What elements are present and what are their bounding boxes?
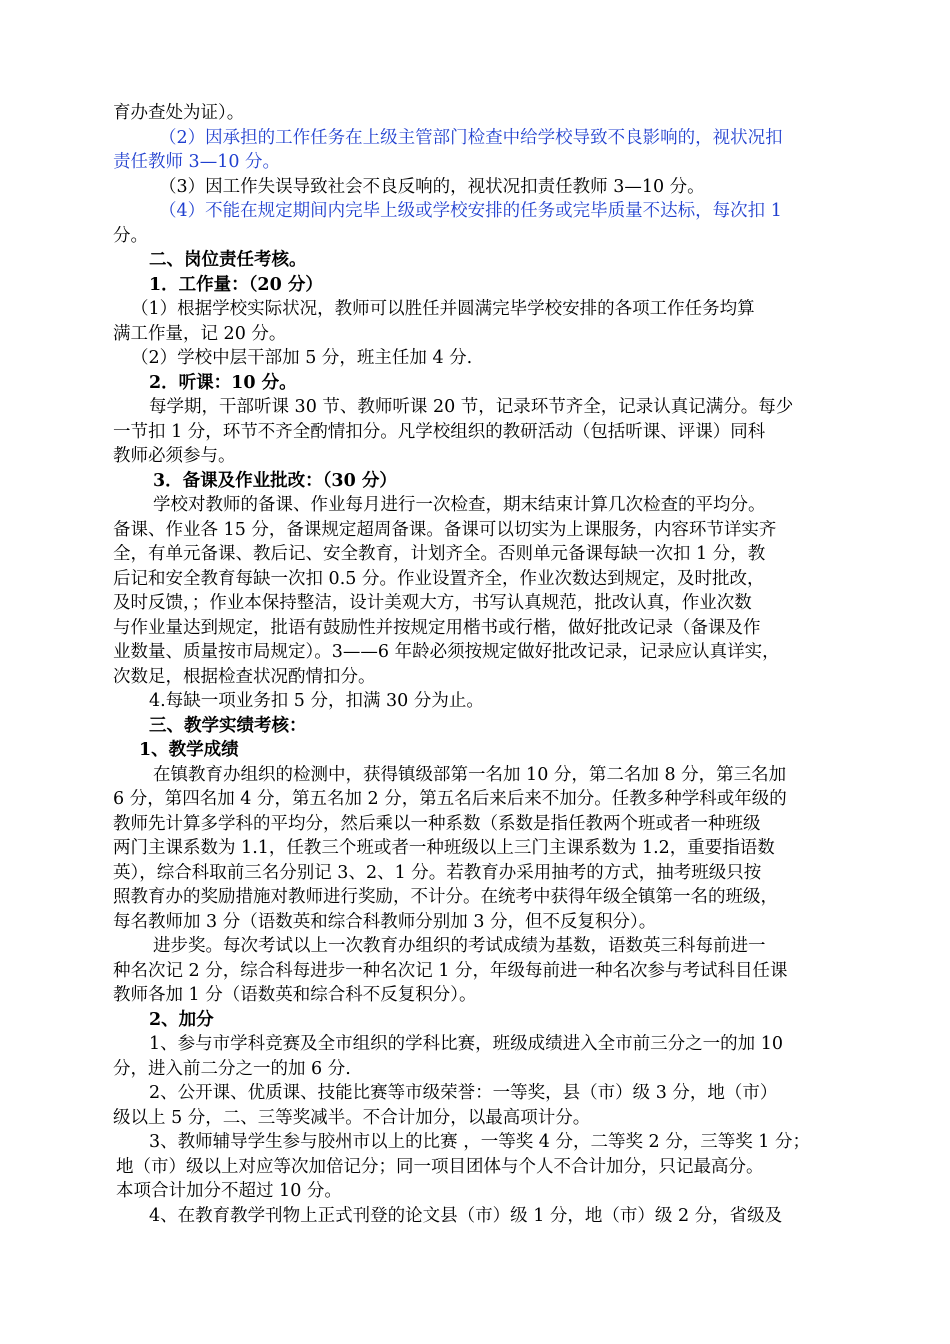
paragraph-line: 地（市）级以上对应等次加倍记分；同一项目团体与个人不合计加分，只记最高分。 <box>116 1156 764 1177</box>
paragraph-line: 4.每缺一项业务扣 5 分，扣满 30 分为止。 <box>149 691 484 711</box>
paragraph-line: 分。 <box>113 225 148 246</box>
paragraph-line: 本项合计加分不超过 10 分。 <box>116 1181 342 1201</box>
paragraph-line: 2、公开课、优质课、技能比赛等市级荣誉：一等奖，县（市）级 3 分，地（市） <box>149 1083 778 1103</box>
paragraph-line: （3）因工作失误导致社会不良反响的，视状况扣责任教师 3—10 分。 <box>159 176 705 197</box>
paragraph-line: 后记和安全教育每缺一次扣 0.5 分。作业设置齐全，作业次数达到规定，及时批改， <box>113 568 765 589</box>
paragraph-line: 1、参与市学科竞赛及全市组织的学科比赛，班级成绩进入全市前三分之一的加 10 <box>149 1034 783 1054</box>
paragraph-line: 责任教师 3—10 分。 <box>113 152 281 172</box>
paragraph-line: （4）不能在规定期间内完毕上级或学校安排的任务或完毕质量不达标，每次扣 1 <box>159 201 782 221</box>
paragraph-line: （1）根据学校实际状况，教师可以胜任并圆满完毕学校安排的各项工作任务均算 <box>131 299 755 319</box>
paragraph-line: 进步奖。每次考试以上一次教育办组织的考试成绩为基数，语数英三科每前进一 <box>153 936 766 956</box>
paragraph-line: 6 分，第四名加 4 分，第五名加 2 分，第五名后来后来不加分。任教多种学科或年级的 <box>113 789 787 809</box>
paragraph-line: 种名次记 2 分，综合科每进步一种名次记 1 分，年级每前进一种名次参与考试科目任课 <box>113 960 788 981</box>
paragraph-line: 英），综合科取前三名分别记 3、2、1 分。若教育办采用抽考的方式，抽考班级只按 <box>113 862 762 883</box>
section-heading: 2．听课：10 分。 <box>149 372 297 393</box>
section-heading: 3．备课及作业批改：（30 分） <box>153 470 397 491</box>
paragraph-line: 及时反馈，；作业本保持整洁，设计美观大方，书写认真规范，批改认真，作业次数 <box>113 593 752 613</box>
paragraph-line: 在镇教育办组织的检测中，获得镇级部第一名加 10 分，第二名加 8 分，第三名加 <box>153 764 787 785</box>
paragraph-line: 每学期，干部听课 30 节、教师听课 20 节，记录环节齐全，记录认真记满分。每少 <box>149 397 794 417</box>
paragraph-line: 业数量、质量按市局规定）。3——6 年龄必须按规定做好批改记录，记录应认真详实， <box>113 642 780 662</box>
paragraph-line: 次数足，根据检查状况酌情扣分。 <box>113 666 376 687</box>
section-heading: 2、加分 <box>149 1009 214 1030</box>
section-heading: 1．工作量：（20 分） <box>149 274 323 295</box>
paragraph-line: 两门主课系数为 1.1，任教三个班或者一种班级以上三门主课系数为 1.2，重要指语数 <box>113 838 775 858</box>
paragraph-line: 照教育办的奖励措施对教师进行奖励，不计分。在统考中获得年级全镇第一名的班级， <box>113 887 778 907</box>
paragraph-line: 4、在教育教学刊物上正式刊登的论文县（市）级 1 分，地（市）级 2 分，省级及 <box>149 1205 783 1226</box>
section-heading: 三、教学实绩考核： <box>149 715 307 736</box>
paragraph-line: 分，进入前二分之一的加 6 分. <box>113 1058 351 1079</box>
paragraph-line: 学校对教师的备课、作业每月进行一次检查，期末结束计算几次检查的平均分。 <box>153 495 766 515</box>
paragraph-line: 备课、作业各 15 分，备课规定超周备课。备课可以切实为上课服务，内容环节详实齐 <box>113 519 777 540</box>
paragraph-line: 教师各加 1 分（语数英和综合科不反复积分）。 <box>113 985 477 1005</box>
paragraph-line: 教师必须参与。 <box>113 446 236 466</box>
paragraph-line: 一节扣 1 分，环节不齐全酌情扣分。凡学校组织的教研活动（包括听课、评课）同科 <box>113 421 766 442</box>
paragraph-line: 育办查处为证）。 <box>113 103 245 123</box>
paragraph-line: 教师先计算多学科的平均分，然后乘以一种系数（系数是指任教两个班或者一种班级 <box>113 813 761 834</box>
paragraph-line: 与作业量达到规定，批语有鼓励性并按规定用楷书或行楷，做好批改记录（备课及作 <box>113 617 761 638</box>
document-page <box>113 101 843 1228</box>
paragraph-line: （2）学校中层干部加 5 分，班主任加 4 分. <box>131 348 473 368</box>
paragraph-line: （2）因承担的工作任务在上级主管部门检查中给学校导致不良影响的，视状况扣 <box>159 127 783 148</box>
paragraph-line: 3、教师辅导学生参与胶州市以上的比赛 ，一等奖 4 分，二等奖 2 分，三等奖 1 分； <box>149 1132 810 1152</box>
paragraph-line: 每名教师加 3 分（语数英和综合科教师分别加 3 分，但不反复积分）。 <box>113 911 657 932</box>
paragraph-line: 级以上 5 分，二、三等奖减半。不合计加分，以最高项计分。 <box>113 1107 591 1128</box>
paragraph-line: 全，有单元备课、教后记、安全教育，计划齐全。否则单元备课每缺一次扣 1 分，教 <box>113 544 766 564</box>
paragraph-line: 满工作量，记 20 分。 <box>113 323 287 344</box>
section-heading: 1、教学成绩 <box>139 740 239 760</box>
section-heading: 二、岗位责任考核。 <box>149 250 307 270</box>
